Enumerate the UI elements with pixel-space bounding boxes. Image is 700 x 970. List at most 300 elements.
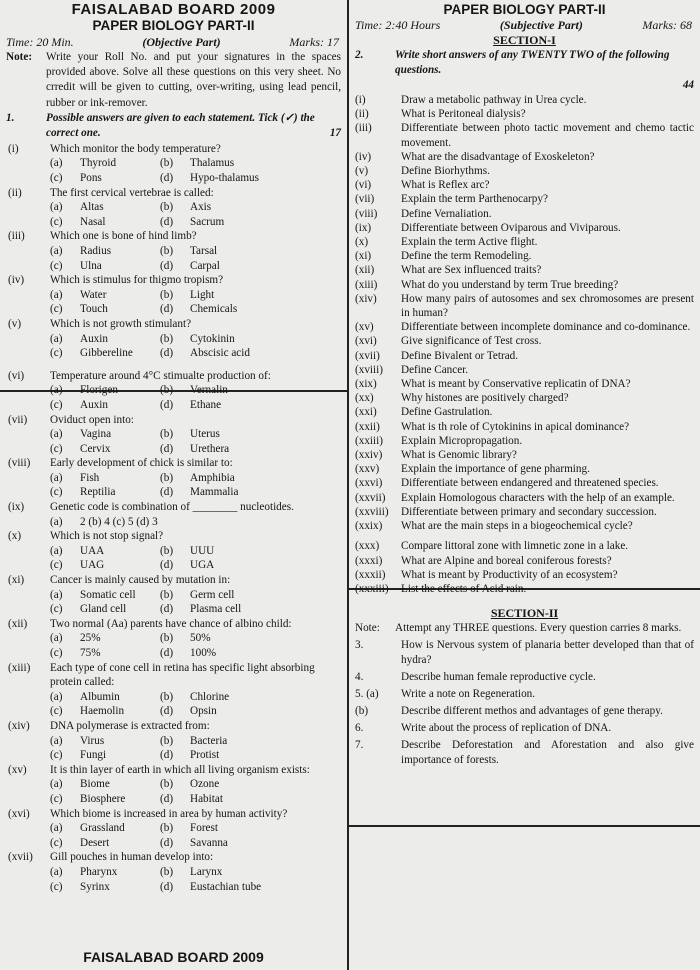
item-number: (b) [355, 705, 369, 718]
mcq-number: (xi) [8, 574, 25, 587]
board-title: FAISALABAD BOARD 2009 [71, 1, 276, 18]
short-question [349, 164, 700, 178]
mcq-number: (xvi) [8, 807, 30, 820]
option-text[interactable]: 75% [80, 647, 101, 659]
meta-row [0, 33, 347, 50]
item-number: (viii) [355, 207, 378, 220]
option-letter: (a) [50, 288, 63, 301]
footer-title: FAISALABAD BOARD 2009 [83, 949, 264, 965]
mcq-question [4, 317, 343, 332]
option-letter: (c) [50, 347, 63, 360]
option-letter: (a) [50, 734, 63, 747]
option-text[interactable]: Uterus [190, 428, 220, 441]
option-text[interactable]: Biosphere [80, 792, 126, 805]
mcq-number: (iii) [8, 230, 25, 243]
mcq-text: The first cervical vertebrae is called: [50, 186, 214, 199]
mcq-options [4, 398, 343, 413]
mcq-text: Which monitor the body temperature? [50, 142, 221, 155]
part-label: (Objective Part) [142, 35, 221, 49]
mcq-options [4, 288, 343, 303]
option-text[interactable]: Fungi [80, 749, 107, 762]
item-text: Describe human female reproductive cycle. [401, 671, 596, 684]
mcq-text: Which biome is increased in area by human activity? [50, 807, 288, 820]
option-text[interactable]: Tarsal [190, 244, 218, 257]
mcq-question [4, 186, 343, 201]
mcq-options [4, 515, 343, 530]
short-question [349, 207, 700, 221]
mcq-options [4, 836, 343, 851]
option-letter: (a) [50, 778, 63, 791]
option-text[interactable]: Axis [190, 201, 212, 214]
paper-title-right: PAPER BIOLOGY PART-II [443, 2, 606, 17]
option-text[interactable]: Ethane [190, 398, 222, 411]
subjective-column [349, 0, 700, 768]
item-number: (ii) [355, 108, 369, 121]
item-number: (xxiii) [355, 434, 383, 447]
item-number: (ix) [355, 221, 372, 234]
option-text[interactable]: Germ cell [190, 588, 235, 601]
item-number: (xi) [355, 250, 372, 263]
option-letter: (a) [50, 157, 63, 170]
option-text[interactable]: Light [190, 288, 215, 301]
option-text[interactable]: Auxin [80, 398, 108, 411]
objective-column [0, 0, 347, 965]
mcq-options [4, 332, 343, 347]
item-number: (iii) [355, 122, 372, 135]
long-question [349, 721, 700, 736]
mcq-options [4, 346, 343, 361]
option-letter: (b) [160, 201, 174, 214]
item-text: What are Alpine and boreal coniferous forests? [401, 554, 612, 567]
option-letter: (d) [160, 792, 174, 805]
item-text: Differentiate between photo tactic movement and chemo tactic movement. [401, 122, 694, 149]
mcq-options [4, 544, 343, 559]
option-letter: (d) [160, 705, 174, 718]
option-text[interactable]: UAA [80, 544, 105, 557]
item-text: What is Reflex arc? [401, 179, 490, 192]
mcq-question [4, 142, 343, 157]
option-text[interactable]: Grassland [80, 822, 125, 835]
item-text: How many pairs of autosomes and sex chromosomes are present in human? [401, 292, 694, 320]
option-text[interactable]: Amphibia [190, 471, 235, 484]
option-letter: (c) [50, 398, 63, 411]
option-letter: (b) [160, 332, 174, 345]
item-number: (xx) [355, 392, 374, 405]
mcq-number: (i) [8, 142, 19, 155]
short-question [349, 178, 700, 192]
option-letter: (c) [50, 705, 63, 718]
item-text: Differentiate between incomplete dominance and co-dominance. [401, 321, 691, 334]
mcq-number: (xvii) [8, 851, 33, 864]
option-letter: (b) [160, 544, 174, 557]
long-question-list [349, 638, 700, 768]
long-question [349, 687, 700, 702]
option-text[interactable]: Fish [80, 471, 100, 484]
item-number: (v) [355, 165, 369, 178]
option-text[interactable]: Ozone [190, 778, 220, 791]
option-text[interactable]: Sacrum [190, 215, 225, 228]
item-number: (xiv) [355, 292, 377, 305]
option-letter: (c) [50, 442, 63, 455]
option-letter: (a) [50, 201, 63, 214]
mcq-options [4, 471, 343, 486]
option-letter: (a) [50, 471, 63, 484]
short-question [349, 519, 700, 533]
mcq-options [4, 704, 343, 719]
option-text[interactable]: Nasal [80, 215, 106, 228]
mcq-options [4, 442, 343, 457]
mcq-number: (iv) [8, 274, 25, 287]
option-letter: (c) [50, 792, 63, 805]
item-text: What is th role of Cytokinins in apical dominance? [401, 420, 630, 433]
option-text[interactable]: UGA [190, 559, 215, 572]
option-text[interactable]: 50% [190, 632, 211, 645]
item-number: (xxxii) [355, 568, 386, 581]
option-letter: (d) [160, 647, 174, 659]
short-question [349, 334, 700, 348]
mcq-question [4, 850, 343, 865]
option-text[interactable]: Cytokinin [190, 332, 235, 345]
item-text: Define the term Remodeling. [401, 250, 532, 263]
option-letter: (b) [160, 471, 174, 484]
short-question [349, 107, 700, 121]
option-letter: (b) [160, 632, 174, 645]
option-text[interactable]: Carpal [190, 259, 220, 272]
option-text[interactable]: Mammalia [190, 486, 239, 499]
option-letter: (a) [50, 384, 63, 397]
option-letter: (b) [160, 428, 174, 441]
mcq-question [4, 529, 343, 544]
short-question [349, 192, 700, 206]
short-question [349, 363, 700, 377]
option-text[interactable]: Pons [80, 172, 102, 184]
item-text: Differentiate between Oviparous and Viviparous. [401, 221, 621, 234]
item-text: Give significance of Test cross. [401, 335, 542, 348]
short-question [349, 121, 700, 149]
short-question [349, 235, 700, 249]
item-number: (xxxi) [355, 554, 383, 567]
option-text[interactable]: Chemicals [190, 303, 238, 316]
short-question [349, 349, 700, 363]
option-text[interactable]: UAG [80, 559, 105, 572]
option-letter: (b) [160, 384, 174, 397]
mcq-question [4, 369, 343, 384]
paper-title: PAPER BIOLOGY PART-II [92, 18, 255, 33]
item-text: List the effects of Acid rain. [401, 582, 527, 595]
mcq-number: (xv) [8, 763, 27, 776]
item-number: (xii) [355, 264, 375, 277]
item-number: (vi) [355, 179, 372, 192]
option-letter: (d) [160, 172, 174, 184]
option-letter: (a) [50, 515, 63, 528]
option-letter: (d) [160, 303, 174, 316]
item-number: (xiii) [355, 278, 378, 291]
item-text: What is Peritoneal dialysis? [401, 108, 526, 121]
short-question [349, 434, 700, 448]
short-question [349, 405, 700, 419]
mcq-options [4, 427, 343, 442]
option-text[interactable]: Forest [190, 822, 218, 835]
option-letter: (a) [50, 865, 63, 878]
option-text[interactable]: Gland cell [80, 603, 127, 616]
option-text[interactable]: Abscisic acid [190, 347, 250, 360]
short-question [349, 476, 700, 490]
short-question [349, 568, 700, 582]
item-number: (xxiv) [355, 449, 383, 462]
item-text: Differentiate between primary and secondary succession. [401, 505, 657, 518]
item-number: (xv) [355, 321, 374, 334]
item-text: What are Sex influenced traits? [401, 264, 542, 277]
item-number: (xxi) [355, 406, 377, 419]
item-number: 4. [355, 671, 364, 684]
mcq-text: Cancer is mainly caused by mutation in: [50, 574, 231, 587]
short-question [349, 263, 700, 277]
option-letter: (c) [50, 259, 63, 272]
mcq-question [4, 229, 343, 244]
mcq-question [4, 763, 343, 778]
item-number: (xxvi) [355, 477, 383, 490]
time-label: Time: 20 Min. [6, 35, 74, 49]
short-question [349, 377, 700, 391]
time-label: Time: 2:40 Hours [355, 18, 441, 32]
short-question [349, 150, 700, 164]
option-letter: (c) [50, 603, 63, 616]
option-text[interactable]: Virus [80, 734, 105, 747]
mcq-number: (ix) [8, 501, 25, 514]
option-letter: (d) [160, 398, 174, 411]
question-text: Write short answers of any TWENTY TWO of the following questions. [395, 49, 670, 76]
option-letter: (d) [160, 880, 174, 893]
note-label: Note: [6, 51, 33, 63]
option-letter: (b) [160, 157, 174, 170]
section-1-title: SECTION-I [493, 33, 556, 47]
option-letter: (a) [50, 332, 63, 345]
option-text[interactable]: 100% [190, 647, 217, 659]
mcq-text: Oviduct open into: [50, 413, 134, 426]
option-text[interactable]: 2 (b) 4 (c) 5 (d) 3 [80, 515, 158, 528]
item-text: Define Gastrulation. [401, 406, 493, 419]
short-question [349, 391, 700, 405]
part-label: (Subjective Part) [499, 18, 583, 32]
mcq-list [0, 142, 347, 894]
option-letter: (c) [50, 486, 63, 499]
note-text: Attempt any THREE questions. Every question carries 8 marks. [395, 622, 682, 635]
item-text: Define Bivalent or Tetrad. [401, 349, 519, 362]
option-letter: (b) [160, 690, 174, 703]
mcq-text: Gill pouches in human develop into: [50, 851, 214, 864]
mcq-options [4, 631, 343, 646]
option-letter: (a) [50, 244, 63, 257]
option-text[interactable]: Plasma cell [190, 603, 242, 616]
option-letter: (d) [160, 603, 174, 616]
option-text[interactable]: Pharynx [80, 865, 118, 878]
option-text[interactable]: Chlorine [190, 690, 230, 703]
right-bottom-border [349, 825, 700, 827]
option-letter: (d) [160, 836, 174, 849]
mcq-options [4, 588, 343, 603]
mcq-options [4, 602, 343, 617]
option-text[interactable]: Habitat [190, 792, 223, 805]
option-text[interactable]: Somatic cell [80, 588, 136, 601]
item-number: (vii) [355, 193, 375, 206]
item-number: (xviii) [355, 363, 383, 376]
option-text[interactable]: Urethera [190, 442, 230, 455]
item-number: (xxvii) [355, 491, 386, 504]
short-question [349, 539, 700, 553]
short-question [349, 249, 700, 263]
item-number: (x) [355, 236, 369, 249]
mcq-number: (xiii) [8, 661, 31, 674]
item-number: (xxxiii) [355, 582, 389, 595]
meta-row-right [349, 17, 700, 33]
option-text[interactable]: Syrinx [80, 880, 110, 893]
mcq-text: Which is stimulus for thigmo tropism? [50, 274, 224, 287]
option-text[interactable]: Opsin [190, 705, 217, 718]
option-letter: (c) [50, 836, 63, 849]
option-text[interactable]: Desert [80, 836, 110, 849]
option-letter: (d) [160, 442, 174, 455]
mcq-options [4, 865, 343, 880]
short-question [349, 491, 700, 505]
item-number: (xxix) [355, 520, 383, 533]
item-text: Explain the term Parthenocarpy? [401, 193, 548, 206]
mcq-options [4, 302, 343, 317]
item-number: (xxviii) [355, 505, 389, 518]
option-letter: (c) [50, 647, 63, 659]
option-text[interactable]: Reptilia [80, 486, 116, 499]
short-question [349, 462, 700, 476]
item-text: What is meant by Conservative replicatin of DNA? [401, 378, 631, 391]
item-text: Compare littoral zone with limnetic zone in a lake. [401, 540, 629, 553]
option-letter: (a) [50, 544, 63, 557]
item-text: Why histones are positively charged? [401, 392, 569, 405]
item-text: Describe different methos and advantages of gene therapy. [401, 705, 663, 718]
item-number: (xvii) [355, 349, 380, 362]
mcq-options [4, 171, 343, 186]
option-text[interactable]: Thalamus [190, 157, 235, 170]
note-label: Note: [355, 622, 380, 635]
item-text: Explain Homologous characters with the help of an example. [401, 491, 675, 504]
item-text: What is Genomic library? [401, 449, 517, 462]
mcq-options [4, 200, 343, 215]
item-text: Describe Deforestation and Aforestation and also give importance of forests. [401, 739, 694, 767]
option-text[interactable]: Haemolin [80, 705, 125, 718]
option-text[interactable]: Radius [80, 244, 112, 257]
option-text[interactable]: Ulna [80, 259, 102, 272]
option-letter: (d) [160, 486, 174, 499]
item-text: Write about the process of replication of DNA. [401, 722, 612, 735]
option-text[interactable]: Vernalin [190, 384, 228, 397]
long-question [349, 670, 700, 685]
long-question [349, 738, 700, 768]
option-text[interactable]: Cervix [80, 442, 111, 455]
item-text: Explain the importance of gene pharming. [401, 463, 590, 476]
mcq-number: (vi) [8, 369, 25, 382]
item-text: What are the main steps in a biogeochemical cycle? [401, 520, 633, 533]
option-text[interactable]: Bacteria [190, 734, 228, 747]
mcq-options [4, 259, 343, 274]
option-text[interactable]: Protist [190, 749, 220, 762]
mcq-question [4, 719, 343, 734]
option-letter: (b) [160, 778, 174, 791]
option-letter: (c) [50, 303, 63, 316]
mcq-number: (v) [8, 317, 22, 330]
option-text[interactable]: Larynx [190, 865, 223, 878]
mcq-number: (vii) [8, 413, 28, 426]
option-text[interactable]: Auxin [80, 332, 108, 345]
marks-label: Marks: 68 [642, 18, 692, 32]
mcq-text: Early development of chick is similar to: [50, 457, 233, 470]
item-number: 3. [355, 639, 364, 652]
option-text[interactable]: 25% [80, 632, 101, 645]
option-text[interactable]: Altas [80, 201, 104, 214]
item-number: (iv) [355, 150, 372, 163]
option-text[interactable]: Albumin [80, 690, 120, 703]
option-letter: (b) [160, 865, 174, 878]
option-text[interactable]: Touch [80, 303, 108, 316]
option-text[interactable]: Eustachian tube [190, 880, 262, 893]
option-text[interactable]: Gibbereline [80, 347, 133, 360]
mcq-options [4, 690, 343, 705]
option-letter: (c) [50, 559, 63, 572]
marks-label: Marks: 17 [289, 35, 339, 49]
mcq-question [4, 617, 343, 632]
item-text: Define Vernaliation. [401, 207, 492, 220]
option-letter: (a) [50, 822, 63, 835]
note-section-2 [349, 621, 700, 636]
mcq-number: (viii) [8, 457, 31, 470]
mcq-text: Genetic code is combination of ________ nucleotides. [50, 501, 294, 514]
option-text[interactable]: Biome [80, 778, 110, 791]
mcq-question [4, 661, 343, 690]
option-letter: (b) [160, 588, 174, 601]
mcq-options [4, 215, 343, 230]
item-number: (xxx) [355, 540, 380, 553]
item-number: (xxii) [355, 420, 380, 433]
item-text: Differentiate between endangered and threatened species. [401, 477, 659, 490]
option-letter: (d) [160, 215, 174, 228]
short-question [349, 420, 700, 434]
mcq-options [4, 734, 343, 749]
item-text: Write a note on Regeneration. [401, 688, 536, 701]
option-letter: (a) [50, 588, 63, 601]
option-letter: (a) [50, 632, 63, 645]
question-2-heading [349, 48, 700, 78]
option-text[interactable]: Water [80, 288, 107, 301]
option-text[interactable]: Savanna [190, 836, 228, 849]
option-letter: (a) [50, 428, 63, 441]
option-text[interactable]: Florigen [80, 384, 118, 397]
option-letter: (c) [50, 749, 63, 762]
option-text[interactable]: Hypo-thalamus [190, 172, 259, 184]
question-number: 1. [6, 111, 15, 124]
option-letter: (d) [160, 559, 174, 572]
option-text[interactable]: UUU [190, 544, 215, 557]
question-marks: 17 [329, 126, 341, 139]
option-letter: (a) [50, 690, 63, 703]
item-number: (xxv) [355, 463, 380, 476]
short-question-list [349, 93, 700, 596]
mcq-options [4, 156, 343, 171]
mcq-question [4, 413, 343, 428]
mcq-text: Temperature around 4°C stimualte production of: [50, 369, 271, 382]
item-text: Define Biorhythms. [401, 165, 490, 178]
option-text[interactable]: Vagina [80, 428, 112, 441]
short-question [349, 582, 700, 596]
mcq-options [4, 383, 343, 398]
option-text[interactable]: Thyroid [80, 157, 117, 170]
question-marks: 44 [682, 79, 694, 91]
